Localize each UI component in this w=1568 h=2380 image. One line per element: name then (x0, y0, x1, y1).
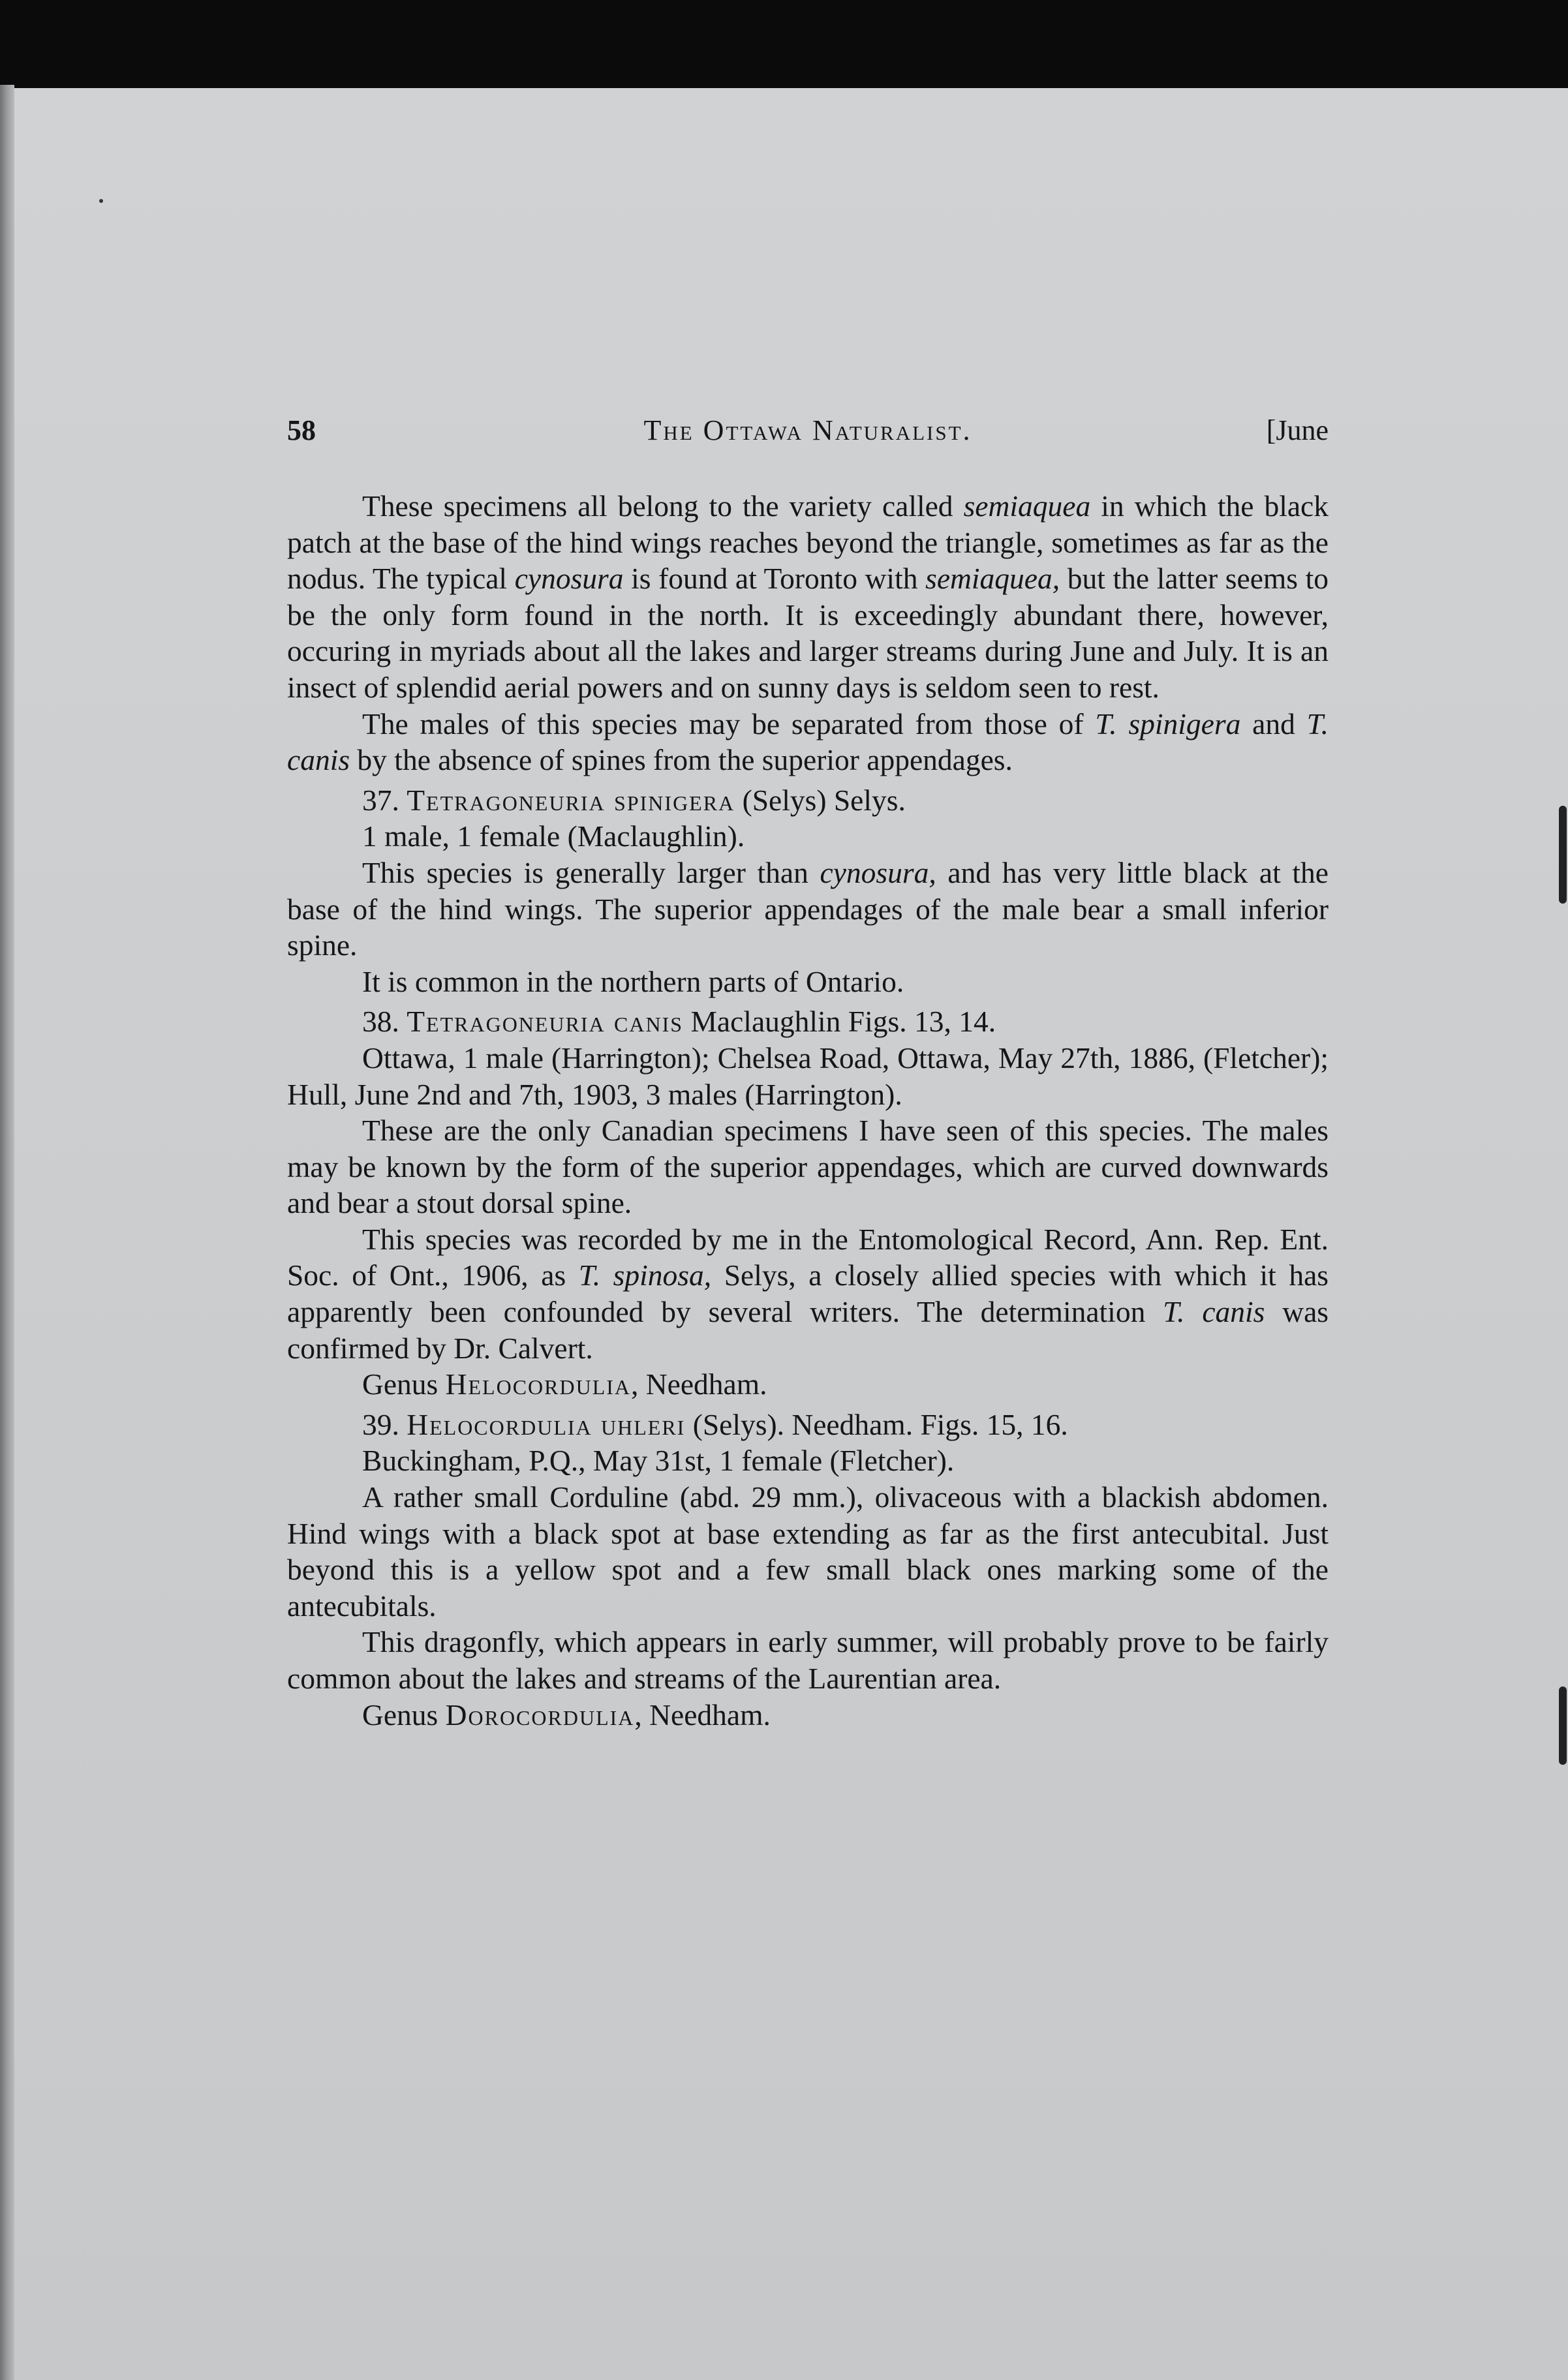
scan-speck (99, 199, 103, 203)
issue-month: [June (1266, 414, 1329, 446)
scan-artifact-mark (1559, 1686, 1567, 1765)
scan-artifact-mark (1559, 806, 1567, 904)
species-heading: 38. Tetragoneuria canis Maclaughlin Figs. 13, 14. (362, 1005, 996, 1039)
species-heading: 39. Helocordulia uhleri (Selys). Needham. Figs. 15, 16. (362, 1407, 1068, 1441)
page-binding-edge (0, 85, 14, 2380)
genus-heading: Genus Helocordulia, Needham. (362, 1367, 767, 1401)
paragraph: It is common in the northern parts of Ontario. (362, 964, 904, 998)
genus-heading: Genus Dorocordulia, Needham. (362, 1698, 771, 1732)
article-body (287, 488, 1329, 1733)
paragraph: Buckingham, P.Q., May 31st, 1 female (Fletcher). (362, 1444, 955, 1478)
paragraph: These specimens all belong to the variety called semiaquea in which the black patch at the base of the hind wings reaches beyond the triangle, sometimes as far as the nodus. The typical cynosura is found at Toronto with semiaquea, but the latter seems to be the only form found in the north. It is exceedingly abundant there, however, occuring in myriads about all the lakes and larger streams during June and July. It is an insect of splendid aerial powers and on sunny days is seldom seen to rest. (287, 489, 1329, 704)
paragraph: This species was recorded by me in the Entomological Record, Ann. Rep. Ent. Soc. of Ont., 1906, as T. spinosa, Selys, a closely allied species with which it has apparently been confounded by several writers. The determination T. canis was confirmed by Dr. Calvert. (287, 1222, 1329, 1365)
journal-title: The Ottawa Naturalist. (643, 414, 972, 446)
paragraph: The males of this species may be separated from those of T. spinigera and T. canis by the absence of spines from the superior appendages. (287, 707, 1329, 777)
paragraph: A rather small Corduline (abd. 29 mm.), olivaceous with a blackish abdomen. Hind wings with a black spot at base extending as far as the first antecubital. Just beyond this is a yellow spot and a few small black ones marking some of the antecubitals. (287, 1480, 1329, 1623)
running-header (287, 410, 1329, 455)
paragraph: This dragonfly, which appears in early summer, will probably prove to be fairly common about the lakes and streams of the Laurentian area. (287, 1625, 1329, 1695)
species-heading: 37. Tetragoneuria spinigera (Selys) Selys. (362, 783, 906, 817)
paragraph: 1 male, 1 female (Maclaughlin). (362, 819, 745, 853)
paragraph: Ottawa, 1 male (Harrington); Chelsea Road, Ottawa, May 27th, 1886, (Fletcher); Hull, June 2nd and 7th, 1903, 3 males (Harrington). (287, 1041, 1329, 1111)
paragraph: This species is generally larger than cynosura, and has very little black at the base of the hind wings. The superior appendages of the male bear a small inferior spine. (287, 855, 1329, 962)
paragraph: These are the only Canadian specimens I have seen of this species. The males may be known by the form of the superior appendages, which are curved downwards and bear a stout dorsal spine. (287, 1114, 1329, 1220)
page-number: 58 (287, 414, 316, 446)
scan-border-top (0, 0, 1568, 91)
